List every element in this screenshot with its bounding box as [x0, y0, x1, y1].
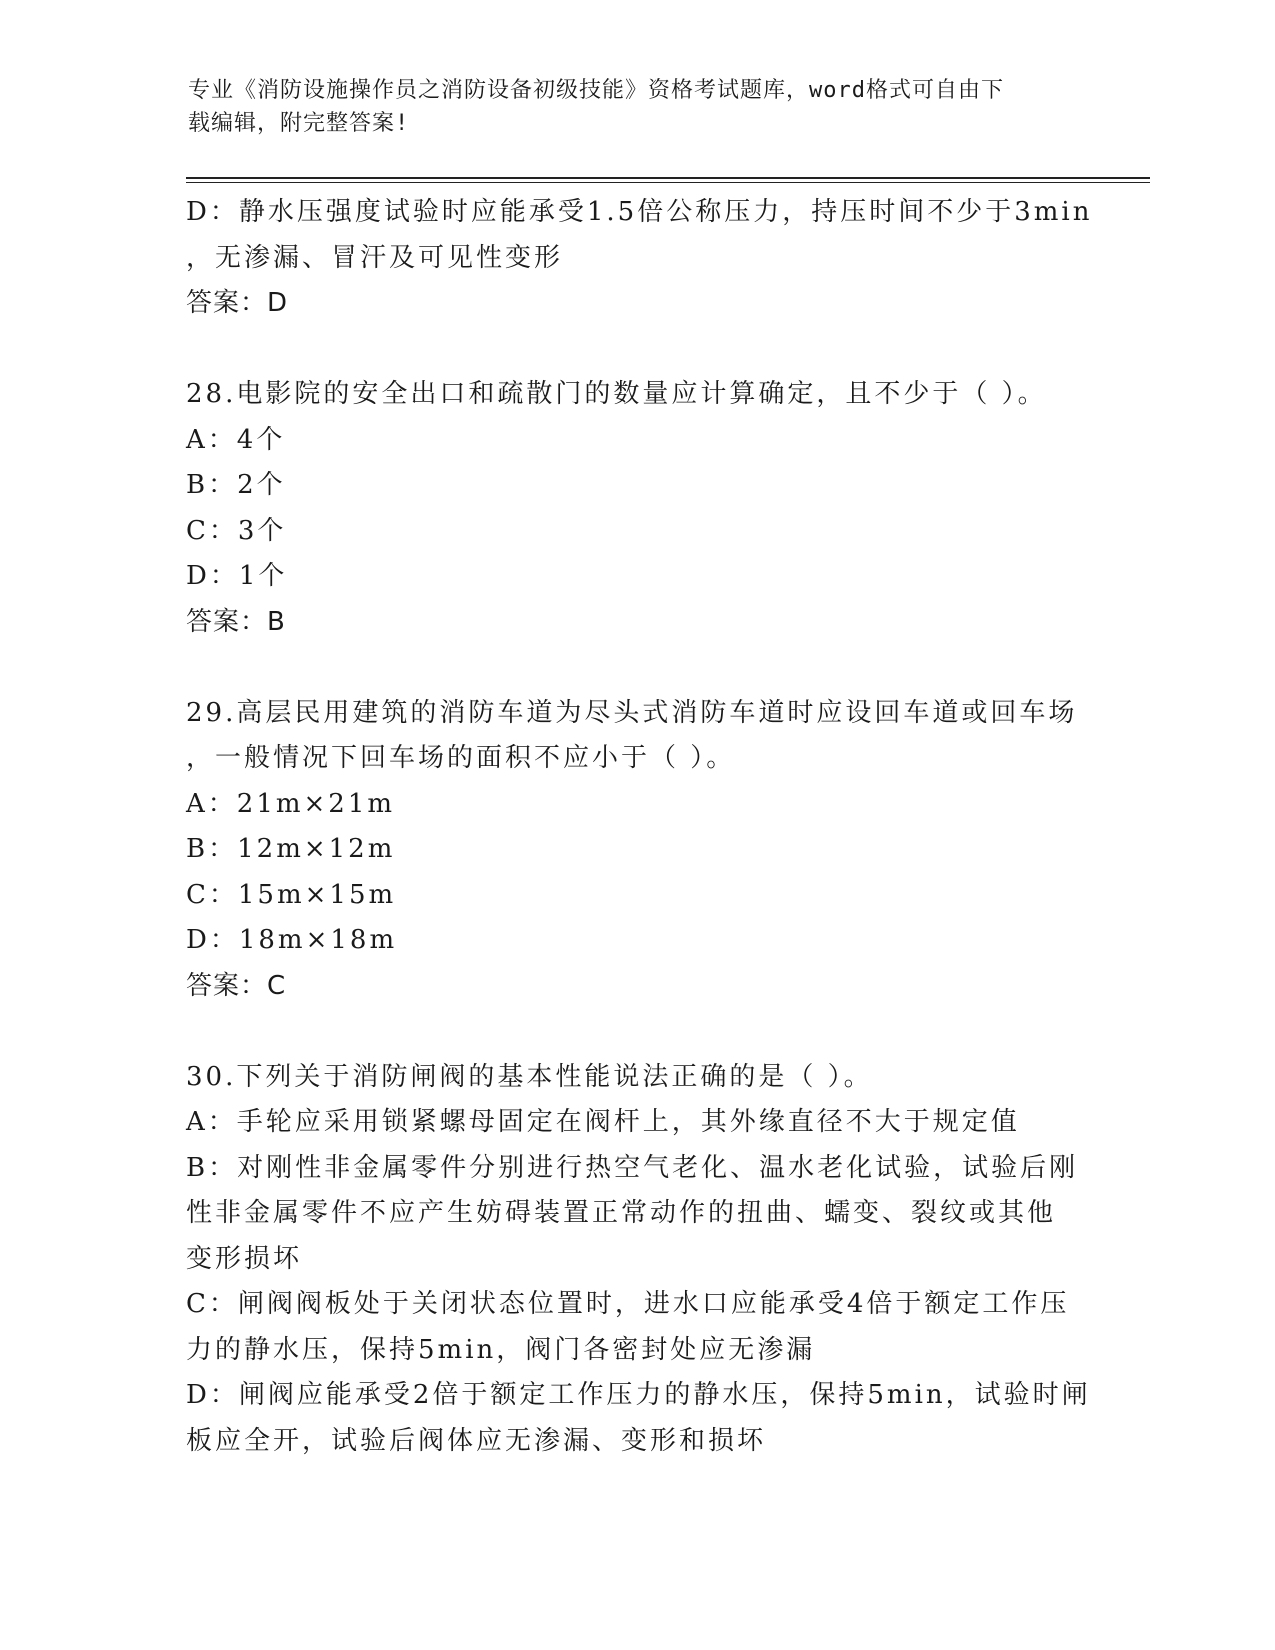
option-a: A：手轮应采用锁紧螺母固定在阀杆上，其外缘直径不大于规定值 [186, 1107, 1020, 1137]
option-b: B：2个 [186, 470, 286, 500]
option-c-line-2: 力的静水压，保持5min，阀门各密封处应无渗漏 [186, 1334, 816, 1365]
option-b-line-1: B：对刚性非金属零件分别进行热空气老化、温水老化试验，试验后刚 [186, 1152, 1079, 1183]
option-c-line-1: C：闸阀阀板处于关闭状态位置时，进水口应能承受4倍于额定工作压 [186, 1289, 1070, 1319]
header-divider-thin [186, 182, 1150, 183]
option-d-line-1: D：静水压强度试验时应能承受1.5倍公称压力，持压时间不少于3min [186, 197, 1093, 227]
option-a: A：4个 [186, 424, 286, 455]
question-29-block [186, 691, 1086, 1010]
answer-line: 答案：C [186, 970, 287, 1001]
option-b-line-2: 性非金属零件不应产生妨碍装置正常动作的扭曲、蠕变、裂纹或其他 [186, 1198, 1057, 1228]
option-a: A：21m×21m [186, 788, 396, 819]
answer-line: 答案：D [186, 288, 289, 318]
header-line-2: 载编辑，附完整答案! [188, 111, 410, 136]
spacer [186, 645, 1086, 691]
option-d-line-2: ，无渗漏、冒汗及可见性变形 [186, 242, 564, 273]
option-d-line-2: 板应全开，试验后阀体应无渗漏、变形和损坏 [186, 1425, 767, 1456]
option-c: C：3个 [186, 515, 287, 546]
answer-line: 答案：B [186, 606, 286, 637]
question-30-block [186, 1055, 1091, 1465]
option-c: C：15m×15m [186, 879, 397, 910]
header-line-1: 专业《消防设施操作员之消防设备初级技能》资格考试题库，word格式可自由下 [188, 78, 1004, 103]
prev-question-block [186, 190, 1093, 327]
question-28-text: 28.电影院的安全出口和疏散门的数量应计算确定，且不少于（ ）。 [186, 379, 1047, 409]
option-d: D：1个 [186, 561, 288, 591]
document-header [188, 74, 1068, 140]
spacer [186, 327, 1086, 373]
question-30-text: 30.下列关于消防闸阀的基本性能说法正确的是（ ）。 [186, 1061, 873, 1092]
option-b-line-3: 变形损坏 [186, 1243, 303, 1274]
header-divider-thick [186, 177, 1150, 179]
option-d: D：18m×18m [186, 925, 398, 955]
option-d-line-1: D：闸阀应能承受2倍于额定工作压力的静水压，保持5min，试验时闸 [186, 1380, 1091, 1410]
question-content [186, 190, 1093, 1464]
option-b: B：12m×12m [186, 834, 396, 864]
spacer [186, 1009, 1086, 1055]
question-29-text-line-2: ，一般情况下回车场的面积不应小于（ ）。 [186, 743, 736, 773]
question-28-block [186, 372, 1086, 645]
question-29-text-line-1: 29.高层民用建筑的消防车道为尽头式消防车道时应设回车道或回车场 [186, 697, 1078, 728]
